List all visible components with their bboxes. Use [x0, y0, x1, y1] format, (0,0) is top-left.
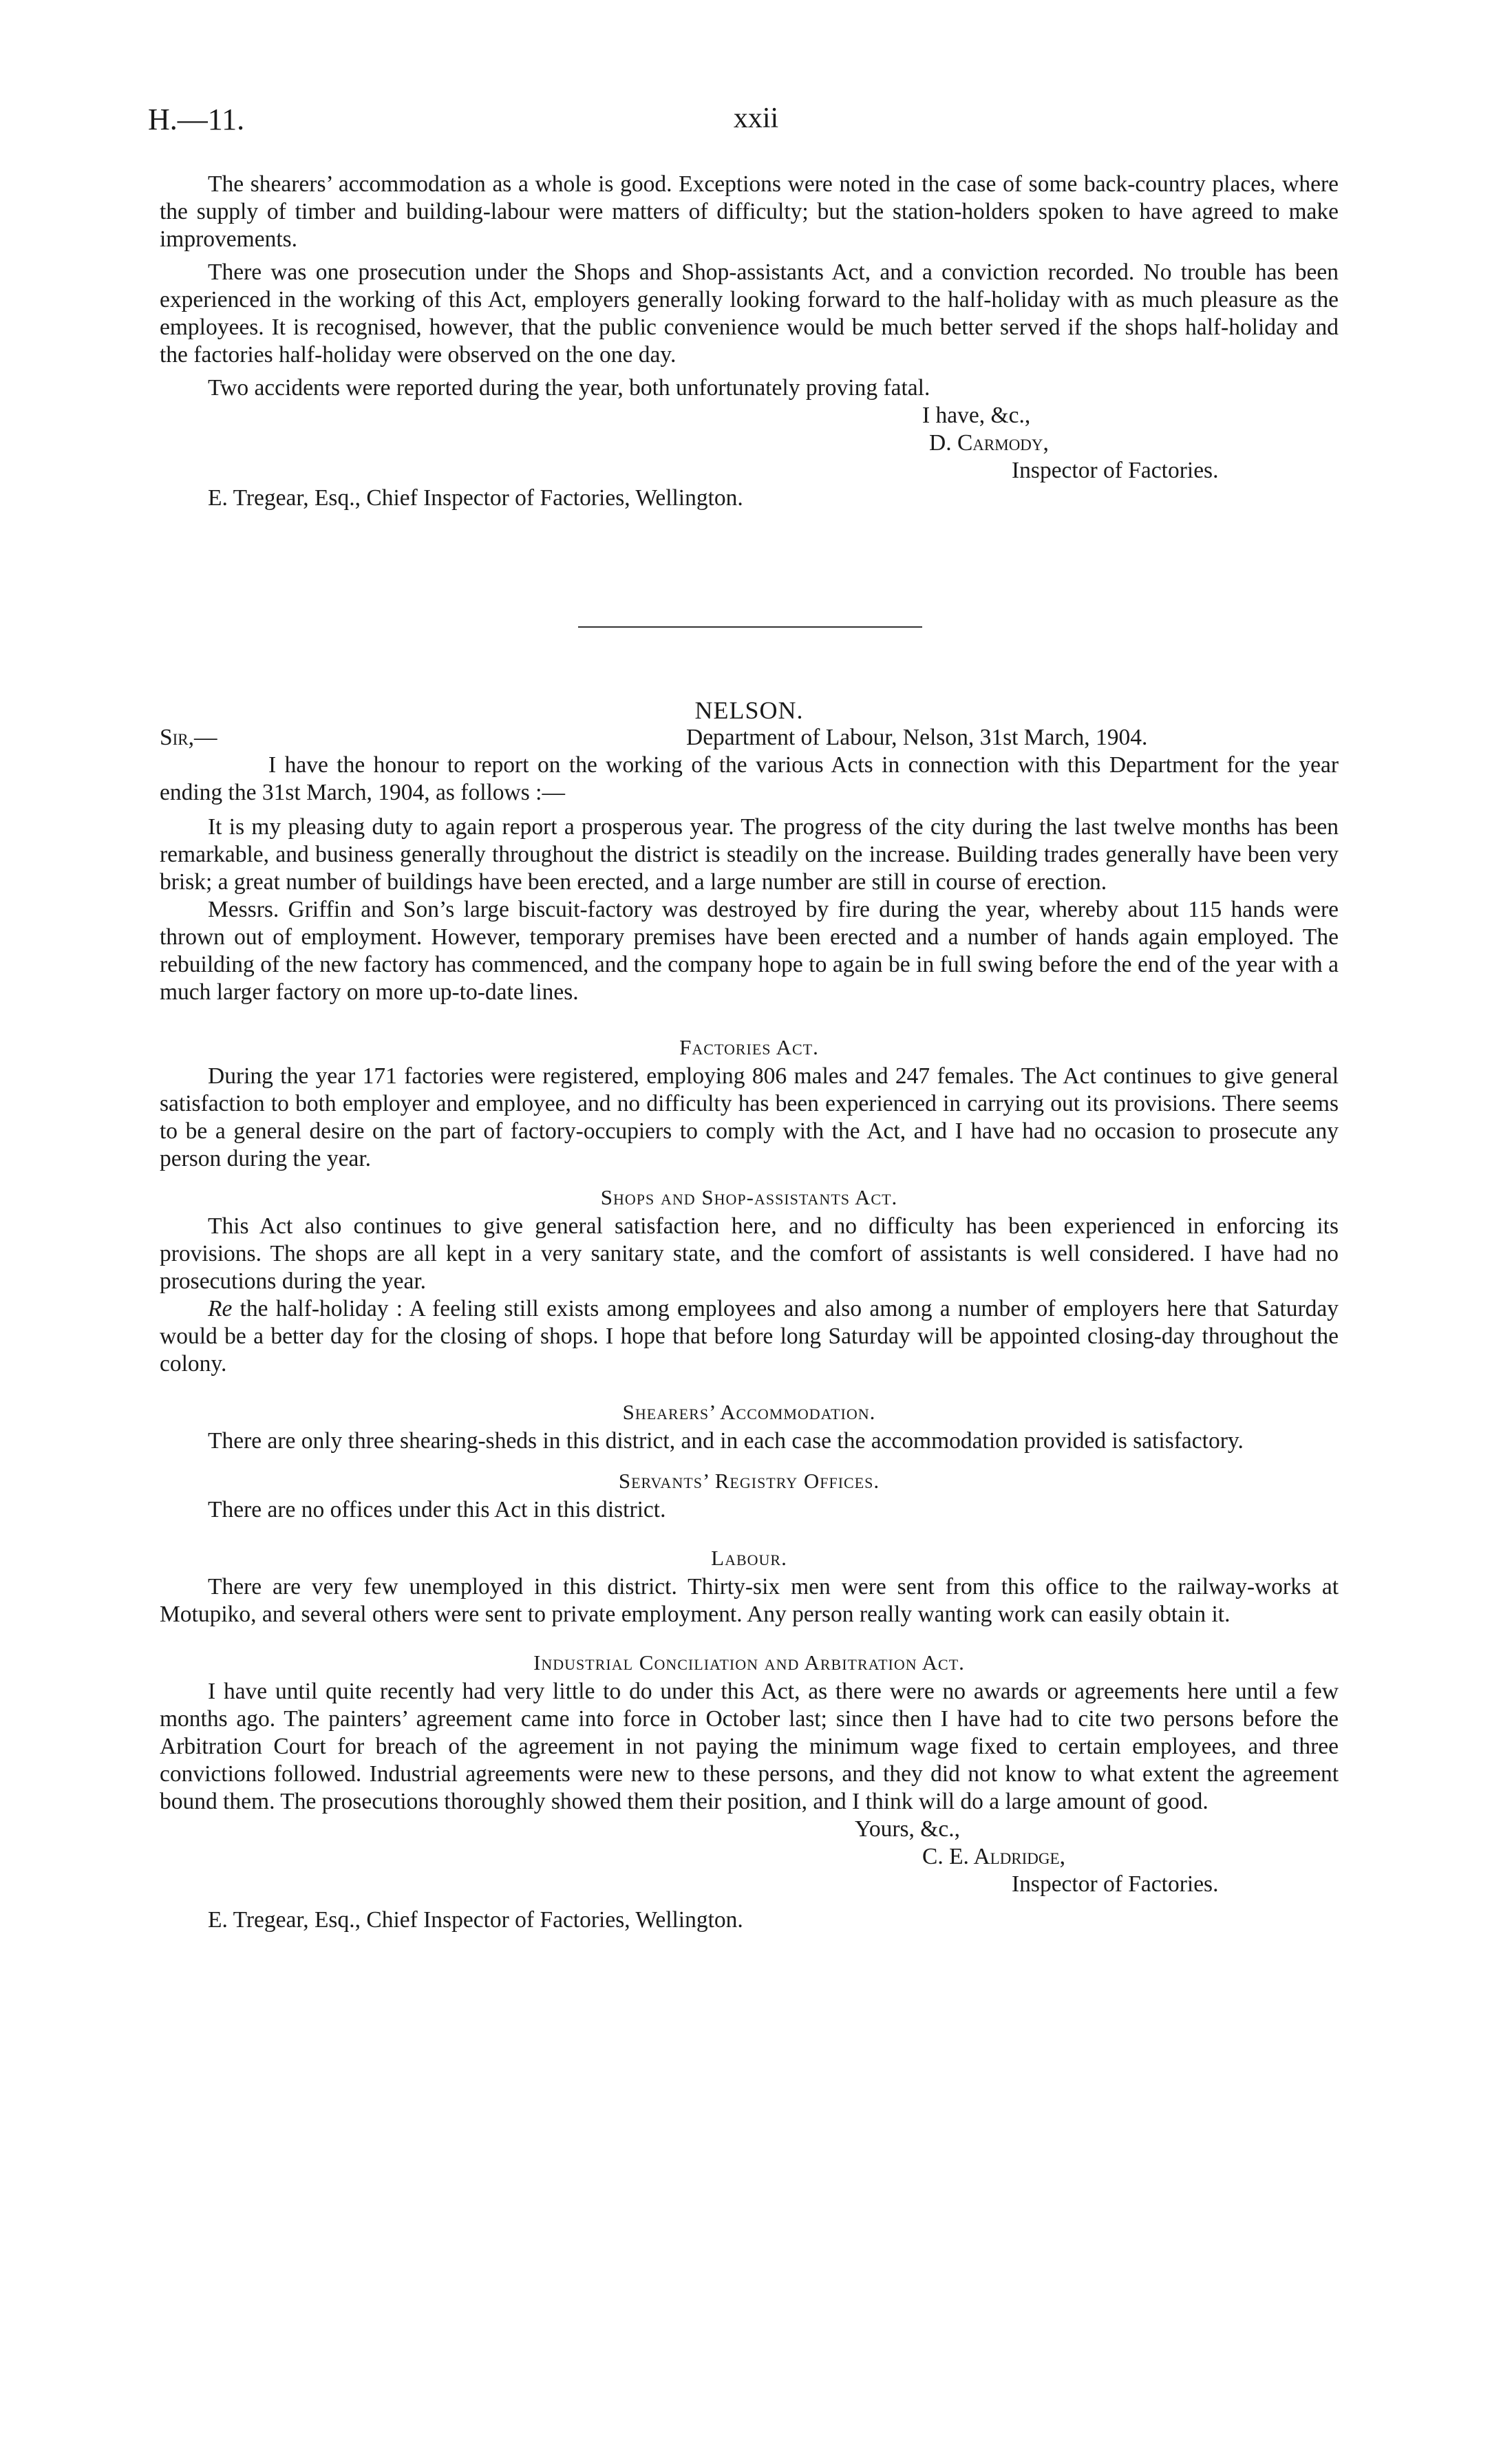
paragraph: There are only three shearing-sheds in this district, and in each case the accommodation provided is satisfactory.: [208, 1428, 1244, 1454]
section-divider: [578, 626, 922, 628]
page-number: xxii: [733, 103, 779, 134]
paragraph: The shearers’ accommodation as a whole is good. Exceptions were noted in the case of some back-country places, where the supply of timber and building-labour were matters of difficulty; but the station-holders spoken to have agreed to make improvements.: [160, 171, 1339, 252]
paragraph: There was one prosecution under the Shops and Shop-assistants Act, and a conviction recorded. No trouble has been experienced in the working of this Act, employers generally looking forward to the half-holiday with as much pleasure as the employees. It is recognised, however, that the public convenience would be much better served if the shops half-holiday and the factories half-holiday were observed on the one day.: [160, 259, 1339, 368]
section-heading: Shearers’ Accommodation.: [622, 1400, 876, 1424]
carmody-report: [160, 171, 1339, 512]
signatory-name: D. Carmody,: [929, 430, 1049, 456]
paragraph: I have the honour to report on the working of the various Acts in connection with this Department for the year ending the 31st March, 1904, as follows :—: [160, 752, 1339, 805]
addressee: E. Tregear, Esq., Chief Inspector of Factories, Wellington.: [208, 1907, 743, 1933]
paragraph: Two accidents were reported during the year, both unfortunately proving fatal.: [208, 375, 930, 401]
section-heading: Factories Act.: [679, 1035, 819, 1059]
nelson-report: [160, 697, 1339, 1934]
section-heading: Shops and Shop-assistants Act.: [600, 1185, 898, 1209]
signatory-title: Inspector of Factories.: [1012, 458, 1219, 483]
paragraph: There are no offices under this Act in this district.: [208, 1497, 666, 1522]
page-reference: H.—11.: [148, 103, 245, 136]
signatory-title: Inspector of Factories.: [1012, 1871, 1219, 1897]
salutation: Sir,—: [160, 725, 217, 750]
paragraph: This Act also continues to give general satisfaction here, and no difficulty has been experienced in enforcing its provisions. The shops are all kept in a very sanitary state, and the comfort of assistants is well considered. I have had no prosecutions during the year.: [160, 1213, 1339, 1294]
signatory-name: C. E. Aldridge,: [922, 1844, 1065, 1869]
addressee: E. Tregear, Esq., Chief Inspector of Factories, Wellington.: [208, 485, 743, 511]
paragraph: [160, 1295, 1339, 1378]
valediction: I have, &c.,: [922, 403, 1031, 428]
section-heading: Servants’ Registry Offices.: [618, 1469, 880, 1493]
valediction: Yours, &c.,: [855, 1816, 960, 1842]
section-title: NELSON.: [694, 697, 804, 724]
paragraph: During the year 171 factories were registered, employing 806 males and 247 females. The Act continues to give general satisfaction to both employer and employee, and no difficulty has been experienced in carrying out its provisions. There seems to be a general desire on the part of factory-occupiers to comply with the Act, and I have had no occasion to prosecute any person during the year.: [160, 1063, 1339, 1171]
section-heading: Labour.: [711, 1546, 787, 1570]
paragraph: I have until quite recently had very little to do under this Act, as there were no awards or agreements here until a few months ago. The painters’ agreement came into force in October last; since then I have had to cite two persons before the Arbitration Court for breach of the agreement in not paying the minimum wage fixed to certain employees, and three convictions followed. Industrial agreements were new to these persons, and they did not know to what extent the agreement bound them. The prosecutions thoroughly showed them their position, and I think will do a large amount of good.: [160, 1679, 1339, 1814]
page-header: [148, 102, 1364, 143]
salutation-line: [160, 724, 1339, 752]
re-prefix: Re: [208, 1296, 233, 1321]
dateline: Department of Labour, Nelson, 31st March, 1904.: [686, 725, 1148, 750]
section-heading: Industrial Conciliation and Arbitration Act.: [533, 1650, 965, 1675]
paragraph: Messrs. Griffin and Son’s large biscuit-factory was destroyed by fire during the year, whereby about 115 hands were thrown out of employment. However, temporary premises have been erected and a number of hands again employed. The rebuilding of the new factory has commenced, and the company hope to again be in full swing before the end of the year with a much larger factory on more up-to-date lines.: [160, 897, 1339, 1005]
paragraph: There are very few unemployed in this district. Thirty-six men were sent from this office to the railway-works at Motupiko, and several others were sent to private employment. Any person really wanting work can easily obtain it.: [160, 1574, 1339, 1627]
paragraph: It is my pleasing duty to again report a prosperous year. The progress of the city during the last twelve months has been remarkable, and business generally throughout the district is steadily on the increase. Building trades generally have been very brisk; a great number of buildings have been erected, and a large number are still in course of erection.: [160, 814, 1339, 895]
paragraph-text: the half-holiday : A feeling still exists among employees and also among a number of employers here that Saturday would be a better day for the closing of shops. I hope that before long Saturday will be appointed closing-day throughout the colony.: [160, 1296, 1339, 1377]
